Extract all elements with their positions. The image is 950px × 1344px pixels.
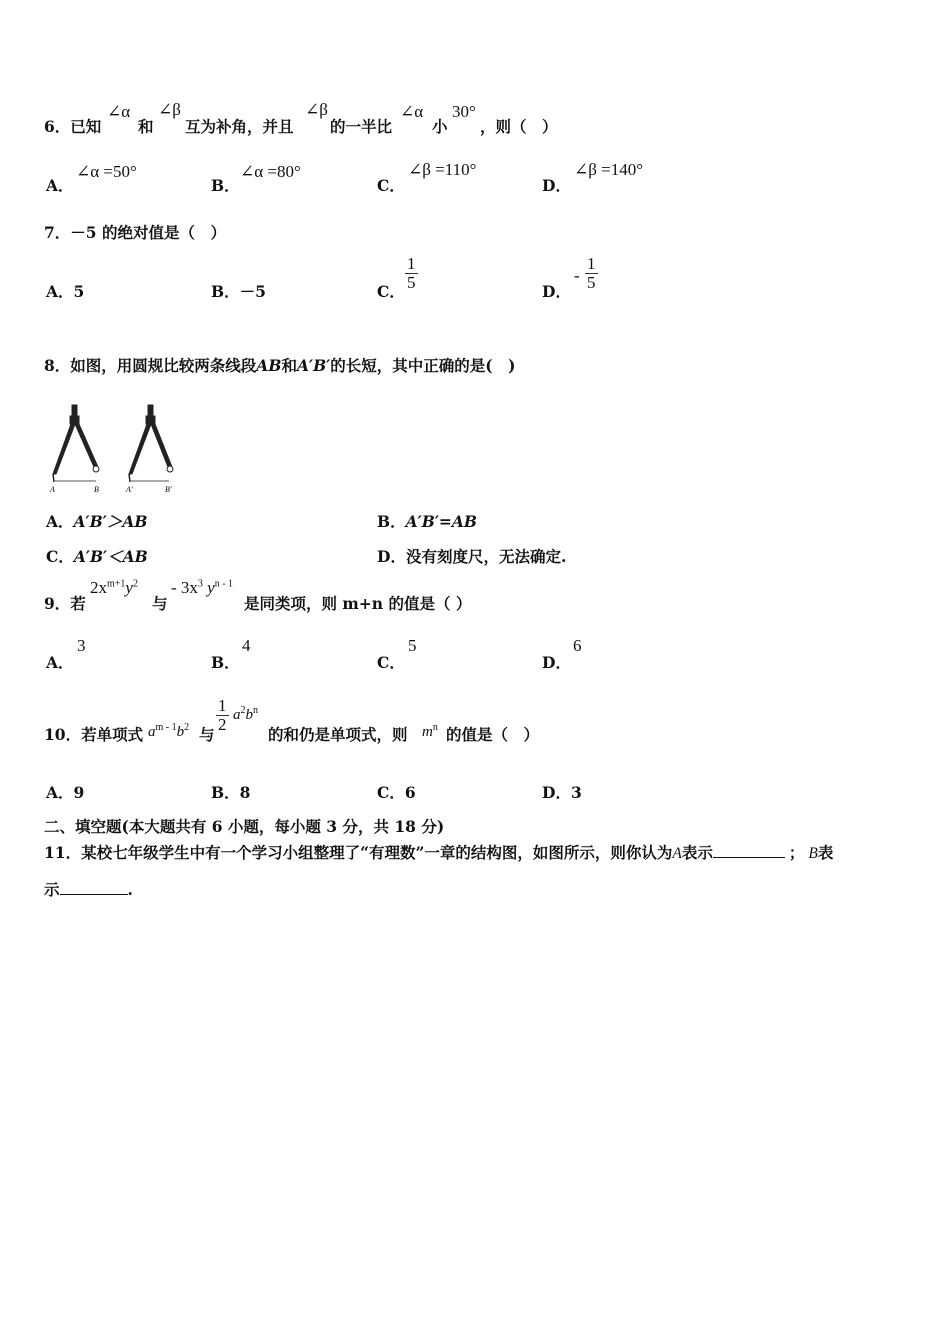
compass-left [53, 405, 99, 482]
label-a-prime: A′ [126, 485, 133, 494]
q6-beta2: ∠β [305, 100, 328, 119]
label-a: A [50, 485, 55, 494]
q9-option-b-value: 4 [242, 636, 251, 655]
compass-figure [44, 402, 194, 497]
q9-option-c[interactable]: C． [377, 653, 405, 672]
q6-option-d-value: ∠β =140° [574, 160, 644, 179]
q9-mid: 与 [152, 594, 168, 613]
q10-option-d[interactable]: D．3 [542, 783, 582, 802]
q6-text4: ，则（ ） [480, 117, 558, 136]
label-b-prime: B′ [165, 485, 172, 494]
q9-option-d[interactable]: D． [542, 653, 571, 672]
q11-blank-b[interactable] [60, 894, 128, 895]
q10-expr2: $a^2b^n$ [233, 705, 258, 723]
q7-option-d[interactable]: D． [542, 282, 571, 301]
q9-expr2: - $3x^3$ $y^{n - 1}$ [171, 578, 234, 597]
q6-option-c-value: ∠β =110° [408, 160, 477, 179]
q6-option-a-value: ∠α =50° [76, 162, 137, 181]
q10-option-b[interactable]: B．8 [211, 783, 251, 802]
question-6 [44, 115, 101, 137]
q10-post: 的和仍是单项式，则 [268, 725, 408, 744]
q9-option-a[interactable]: A． [46, 653, 74, 672]
q6-beta: ∠β [158, 100, 181, 119]
q6-alpha: ∠α [107, 102, 131, 121]
q6-option-b[interactable]: B． [211, 176, 240, 195]
q9-post: 是同类项，则 m+n 的值是（ ） [244, 594, 472, 613]
label-b: B [94, 485, 99, 494]
q9-expr1: $2x^{m+1}y^2$ [90, 578, 138, 597]
q7-option-a[interactable]: A．5 [46, 282, 85, 301]
question-11: 11．某校七年级学生中有一个学习小组整理了“有理数”一章的结构图，如图所示，则你认为A表示 ； B表 [44, 843, 834, 862]
q6-option-d[interactable]: D． [542, 176, 571, 195]
q10-mid: 与 [199, 725, 215, 744]
question-9: 9．若 [44, 594, 86, 613]
q7-option-d-sign: - [574, 266, 580, 285]
q8-option-d[interactable]: D．没有刻度尺，无法确定. [377, 547, 567, 566]
q6-alpha2: ∠α [400, 102, 424, 121]
question-7: 7．－5 的绝对值是（ ） [44, 223, 226, 242]
q7-option-c-fraction: $\frac{1}{5}$ [407, 254, 416, 292]
compass-right [129, 405, 173, 482]
q7-option-d-fraction: $\frac{1}{5}$ [587, 254, 596, 292]
question-11-line2: 示 . [44, 880, 133, 899]
q9-option-d-value: 6 [573, 636, 582, 655]
q11-blank-a[interactable] [713, 857, 785, 858]
question-10: 10．若单项式 [44, 725, 144, 744]
q8-option-b[interactable]: B．A′B′=AB [377, 512, 478, 531]
q10-post2: 的值是（ ） [446, 725, 540, 744]
q6-degree: 30° [452, 102, 476, 121]
q6-option-b-value: ∠α =80° [240, 162, 301, 181]
q10-expr1: $a^{m - 1}b^2$ [148, 722, 190, 740]
q9-option-a-value: 3 [77, 636, 86, 655]
q6-number: 6．已知 [44, 117, 102, 136]
q10-option-a[interactable]: A．9 [46, 783, 85, 802]
q6-option-a[interactable]: A． [46, 176, 74, 195]
q6-text3: 小 [432, 117, 448, 136]
q6-option-c[interactable]: C． [377, 176, 405, 195]
q9-option-b[interactable]: B． [211, 653, 240, 672]
q9-option-c-value: 5 [408, 636, 417, 655]
q6-text2: 的一半比 [330, 117, 393, 136]
q6-text1: 互为补角，并且 [185, 117, 294, 136]
q6-and: 和 [138, 117, 154, 136]
q7-option-c[interactable]: C． [377, 282, 405, 301]
q7-option-b[interactable]: B．－5 [211, 282, 266, 301]
question-8: 8．如图，用圆规比较两条线段AB和A′B′的长短，其中正确的是( ) [44, 356, 516, 375]
q8-option-c[interactable]: C．A′B′＜AB [46, 547, 148, 566]
q10-expr3: $m^n$ [422, 722, 438, 740]
section-2-heading: 二、填空题(本大题共有 6 小题，每小题 3 分，共 18 分) [44, 817, 445, 836]
q10-fraction: $\frac{1}{2}$ [218, 696, 227, 734]
q10-option-c[interactable]: C．6 [377, 783, 416, 802]
q8-option-a[interactable]: A．A′B′＞AB [46, 512, 148, 531]
